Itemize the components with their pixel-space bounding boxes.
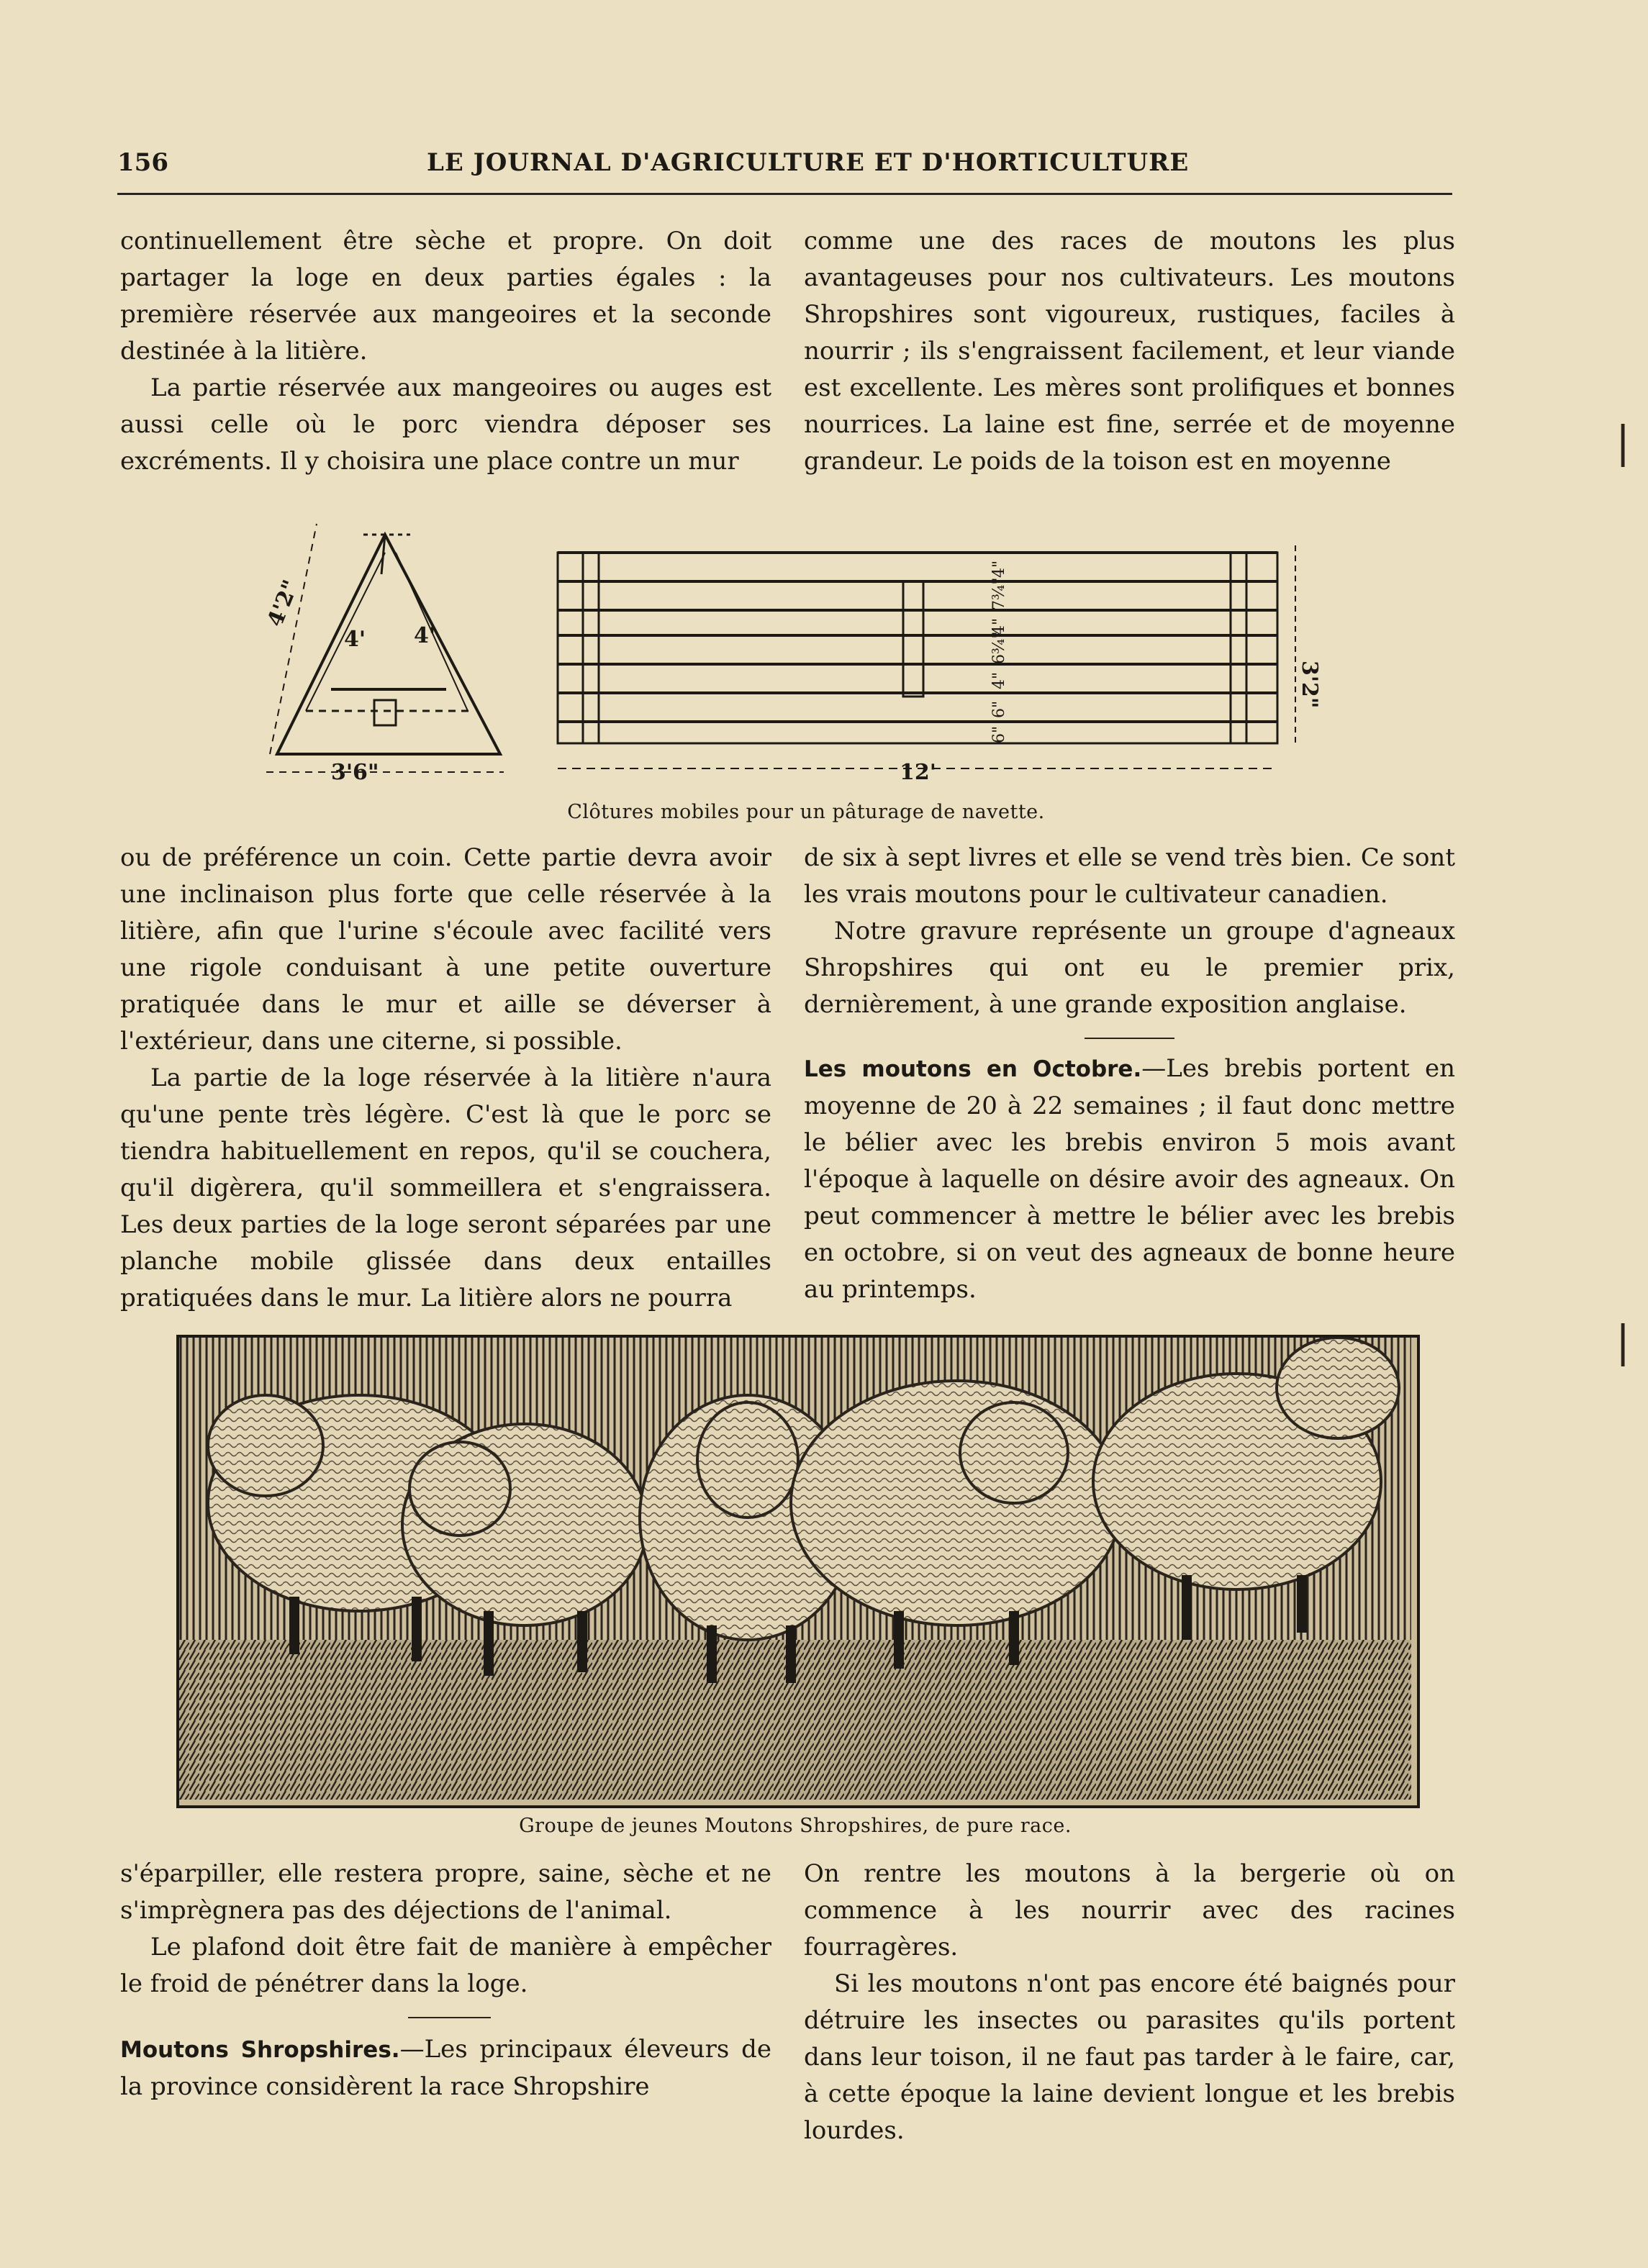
sheep-head <box>409 1442 510 1536</box>
paragraph: Notre gravure représente un groupe d'agneaux Shropshires qui ont eu le premier prix, dernièrement, à une grande exposition anglaise. <box>804 917 1455 1019</box>
sheep-engraving <box>176 1335 1420 1808</box>
dim-gap: 6¾" <box>990 631 1008 664</box>
sheep-head <box>208 1395 323 1496</box>
engraving-caption: Groupe de jeunes Moutons Shropshires, de pure race. <box>519 1815 1072 1837</box>
sheep-head <box>697 1402 798 1518</box>
paragraph-text: —Les brebis portent en moyenne de 20 à 22 semaines ; il faut donc mettre le bélier avec les brebis environ 5 mois avant l'époque à laquelle on désire avoir des agneaux. On peut commencer à mettre le bélier avec les brebis en octobre, si on veut des agneaux de bonne heure au printemps. <box>804 1054 1455 1304</box>
dim-inner-a: 4' <box>344 627 366 652</box>
paragraph <box>804 1051 1455 1308</box>
dim-gap: 6" <box>990 725 1008 743</box>
paragraph: continuellement être sèche et propre. On doit partager la loge en deux parties égales : la première réservée aux mangeoires et la seconde destinée à la litière. <box>120 227 771 366</box>
dim-gap: 4" <box>990 617 1008 635</box>
a-frame-outline <box>277 535 500 754</box>
dim-length: 12' <box>900 760 936 785</box>
paragraph: On rentre les moutons à la bergerie où on commence à les nourrir avec des racines fourragères. <box>804 1859 1455 1961</box>
paragraph: ou de préférence un coin. Cette partie devra avoir une inclinaison plus forte que celle réservée à la litière, afin que l'urine s'écoule avec facilité vers une rigole conduisant à une petite ouverture pratiquée dans le mur et aille se déverser à l'extérieur, dans une citerne, si possible. <box>120 843 771 1056</box>
section-heading: Les moutons en Octobre. <box>804 1056 1142 1082</box>
top-right-column <box>804 223 1455 480</box>
margin-mark: | <box>1616 417 1631 468</box>
paragraph: comme une des races de moutons les plus avantageuses pour nos cultivateurs. Les moutons Shropshires sont vigoureux, rustiques, faciles à nourrir ; ils s'engraissent facilement, et leur viande est excellente. Les mères sont prolifiques et bonnes nourrices. La laine est fine, serrée et de moyenne grandeur. Le poids de la toison est en moyenne <box>804 227 1455 476</box>
running-header <box>117 148 1452 184</box>
dim-inner-b: 4' <box>414 623 436 648</box>
paragraph <box>120 2031 771 2105</box>
section-heading: Moutons Shropshires. <box>120 2037 400 2063</box>
bottom-right-column <box>804 1856 1455 2149</box>
paragraph: La partie réservée aux mangeoires ou auges est aussi celle où le porc viendra déposer ses excréments. Il y choisira une place contre un mur <box>120 373 771 476</box>
sheep-head <box>960 1402 1068 1503</box>
fence-diagram <box>237 495 1331 800</box>
dim-triangle-side: 4'2" <box>262 576 304 630</box>
paragraph-text: —Les principaux éleveurs de la province considèrent la race Shropshire <box>120 2035 772 2101</box>
dim-triangle-base: 3'6" <box>331 760 379 785</box>
dim-height: 3'2" <box>1297 661 1322 709</box>
dim-gap: 4" <box>990 671 1008 689</box>
section-divider <box>120 2002 771 2031</box>
header-rule <box>117 193 1452 195</box>
running-title: LE JOURNAL D'AGRICULTURE ET D'HORTICULTURE <box>427 148 1190 177</box>
bottom-left-column <box>120 1856 771 2105</box>
paragraph: Si les moutons n'ont pas encore été baignés pour détruire les insectes ou parasites qu'ils portent dans leur toison, il ne faut pas tarder à le faire, car, à cette époque la laine devient longue et les brebis lourdes. <box>804 1969 1455 2145</box>
paragraph: de six à sept livres et elle se vend très bien. Ce sont les vrais moutons pour le cultivateur canadien. <box>804 843 1455 909</box>
paragraph: s'éparpiller, elle restera propre, saine, sèche et ne s'imprègnera pas des déjections de l'animal. <box>120 1859 771 1925</box>
margin-mark: | <box>1616 1317 1631 1367</box>
dim-gap: 4" <box>990 560 1008 578</box>
sheep-head <box>1277 1338 1399 1438</box>
page-number: 156 <box>117 148 168 177</box>
dim-gap: 7¾" <box>990 577 1008 610</box>
diagram-caption: Clôtures mobiles pour un pâturage de navette. <box>567 801 1045 823</box>
section-divider <box>804 1023 1455 1051</box>
dim-gap: 6" <box>990 700 1008 718</box>
paragraph: La partie de la loge réservée à la litière n'aura qu'une pente très légère. C'est là que le porc se tiendra habituellement en repos, qu'il se couchera, qu'il digèrera, qu'il sommeillera et s'engraissera. Les deux parties de la loge seront séparées par une planche mobile glissée dans deux entailles pratiquées dans le mur. La litière alors ne pourra <box>120 1063 771 1312</box>
mid-left-column <box>120 840 771 1317</box>
sheep-body <box>791 1381 1122 1625</box>
paragraph: Le plafond doit être fait de manière à empêcher le froid de pénétrer dans la loge. <box>120 1933 771 1998</box>
mid-right-column <box>804 840 1455 1308</box>
top-left-column <box>120 223 771 480</box>
